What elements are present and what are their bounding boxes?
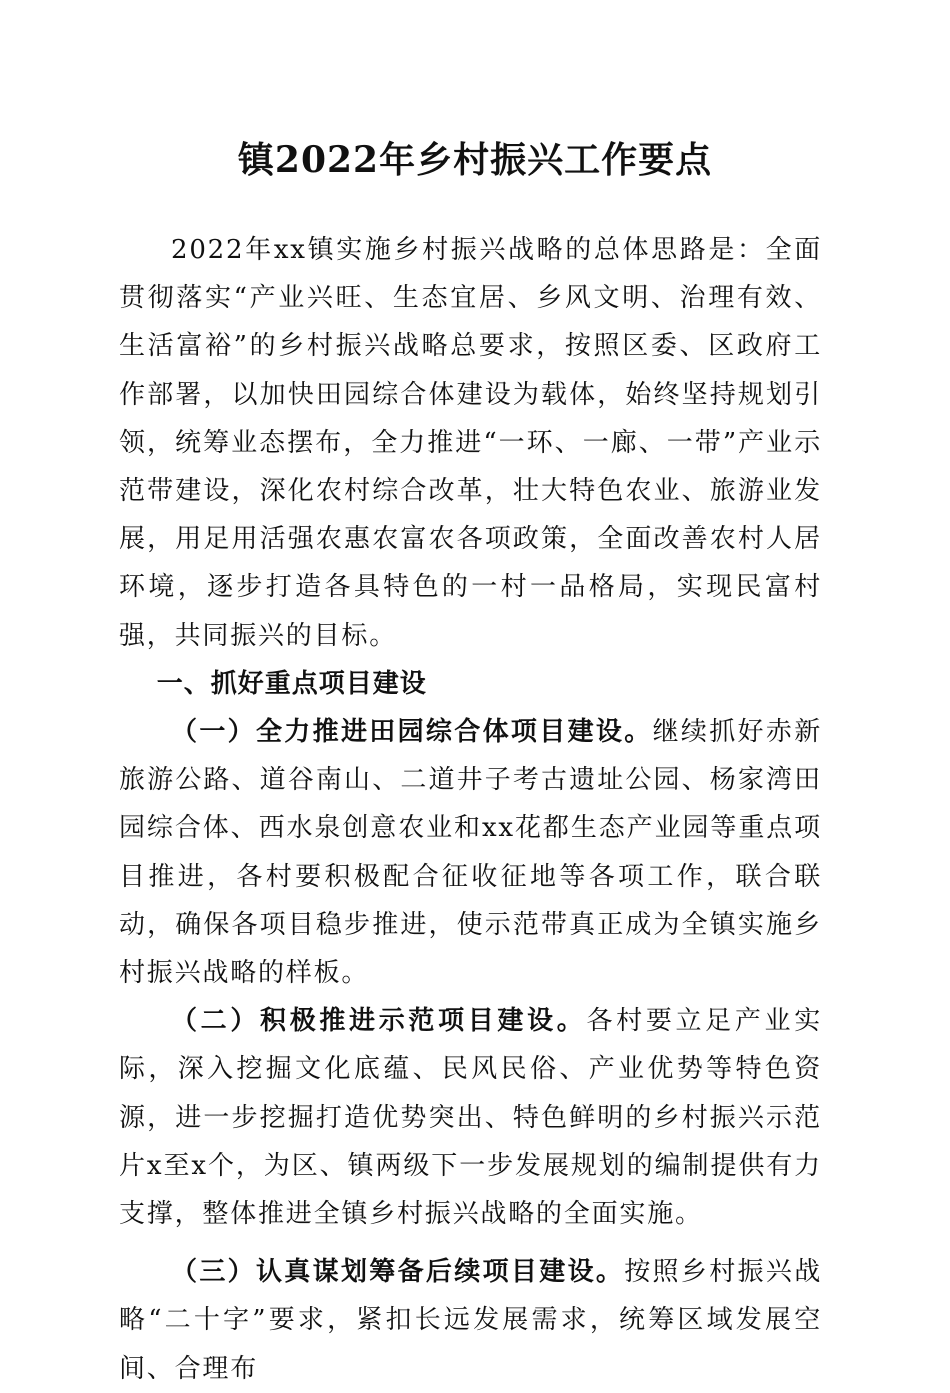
item-lead-1: （一）全力推进田园综合体项目建设。 — [171, 717, 653, 748]
document-body — [119, 226, 822, 1393]
item-paragraph-1 — [119, 708, 822, 997]
item-text-1: 继续抓好赤新旅游公路、道谷南山、二道井子考古遗址公园、杨家湾田园综合体、西水泉创意农业和xx花都生态产业园等重点项目推进，各村要积极配合征收征地等各项工作，联合联动，确保各项目稳步推进，使示范带真正成为全镇实施乡村振兴战略的样板。 — [119, 717, 822, 989]
item-text-2: 各村要立足产业实际，深入挖掘文化底蕴、民风民俗、产业优势等特色资源，进一步挖掘打造优势突出、特色鲜明的乡村振兴示范片x至x个，为区、镇两级下一步发展规划的编制提供有力支撑，整体推进全镇乡村振兴战略的全面实施。 — [119, 1006, 822, 1230]
item-paragraph-3 — [119, 1248, 822, 1393]
section-heading-1: 一、抓好重点项目建设 — [156, 668, 427, 699]
paragraph-spacer — [119, 1238, 822, 1248]
item-lead-2: （二）积极推进示范项目建设。 — [171, 1006, 587, 1037]
item-paragraph-2 — [119, 997, 822, 1238]
intro-paragraph: 2022年xx镇实施乡村振兴战略的总体思路是：全面贯彻落实“产业兴旺、生态宜居、乡风文明、治理有效、生活富裕”的乡村振兴战略总要求，按照区委、区政府工作部署，以加快田园综合体建设为载体，始终坚持规划引领，统筹业态摆布，全力推进“一环、一廊、一带”产业示范带建设，深化农村综合改革，壮大特色农业、旅游业发展，用足用活强农惠农富农各项政策，全面改善农村人居环境，逐步打造各具特色的一村一品格局，实现民富村强，共同振兴的目标。 — [119, 235, 822, 651]
document-title: 镇2022年乡村振兴工作要点 — [237, 139, 713, 181]
item-lead-3: （三）认真谋划筹备后续项目建设。 — [171, 1257, 625, 1288]
item-text-3: 按照乡村振兴战略“二十字”要求，紧扣长远发展需求，统筹区域发展空间、合理布 — [119, 1257, 822, 1384]
